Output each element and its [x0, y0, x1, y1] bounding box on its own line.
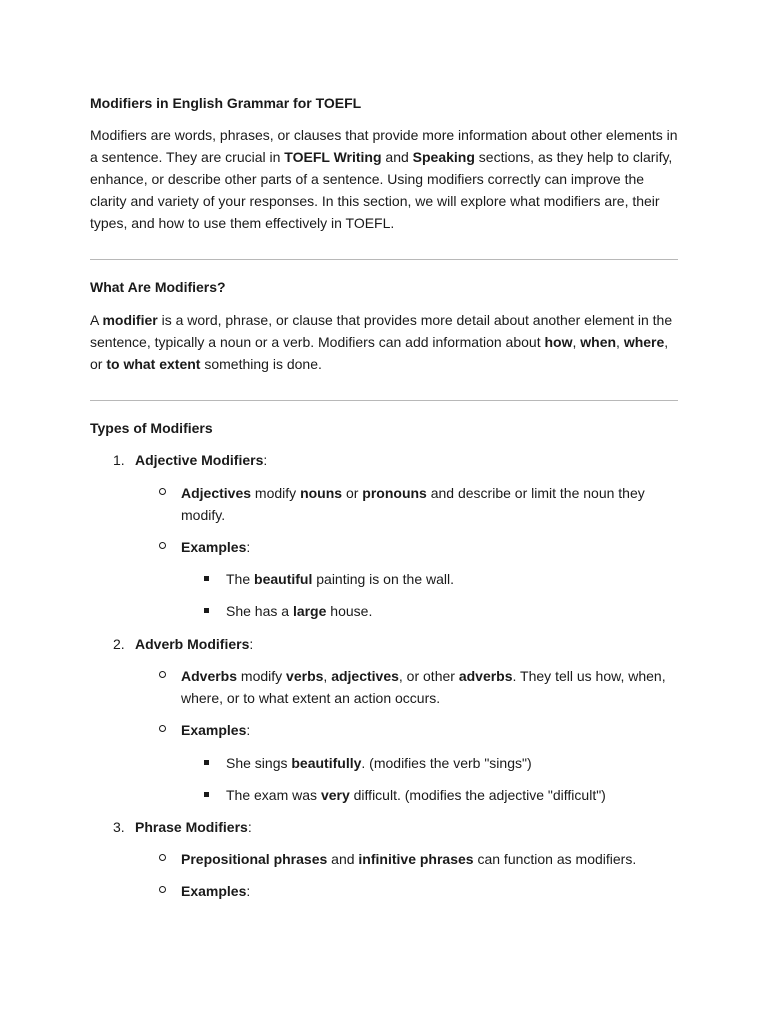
hollow-bullet-icon	[159, 542, 166, 549]
square-bullet-icon	[204, 792, 209, 797]
example-sentence: The beautiful painting is on the wall.	[226, 568, 454, 590]
section-divider	[90, 259, 678, 260]
hollow-bullet-icon	[159, 854, 166, 861]
list-item-description: Prepositional phrases and infinitive phrases can function as modifiers.	[181, 848, 636, 870]
list-number: 2.	[113, 636, 125, 652]
list-item-adjective-modifiers: 1. Adjective Modifiers:	[135, 449, 267, 471]
hollow-bullet-icon	[159, 488, 166, 495]
example-sentence: The exam was very difficult. (modifies the adjective "difficult")	[226, 784, 606, 806]
square-bullet-icon	[204, 608, 209, 613]
list-item-description: Adverbs modify verbs, adjectives, or other adverbs. They tell us how, when, where, or to what extent an action occurs.	[181, 665, 681, 709]
examples-label: Examples:	[181, 880, 250, 902]
definition-paragraph: A modifier is a word, phrase, or clause that provides more detail about another element in the sentence, typically a noun or a verb. Modifiers can add information about how, when, where, or to what extent something is done.	[90, 312, 673, 372]
hollow-bullet-icon	[159, 671, 166, 678]
list-item-adverb-modifiers: 2. Adverb Modifiers:	[135, 633, 253, 655]
example-sentence: She sings beautifully. (modifies the verb "sings")	[226, 752, 532, 774]
list-number: 1.	[113, 452, 125, 468]
square-bullet-icon	[204, 760, 209, 765]
hollow-bullet-icon	[159, 725, 166, 732]
section-divider	[90, 400, 678, 401]
list-number: 3.	[113, 819, 125, 835]
list-item-description: Adjectives modify nouns or pronouns and describe or limit the noun they modify.	[181, 482, 681, 526]
examples-label: Examples:	[181, 719, 250, 741]
section-heading-what-are-modifiers: What Are Modifiers?	[90, 279, 226, 295]
list-item-phrase-modifiers: 3. Phrase Modifiers:	[135, 816, 252, 838]
intro-paragraph: Modifiers are words, phrases, or clauses that provide more information about other elements in a sentence. They are crucial in TOEFL Writing and Speaking sections, as they help to clarify, enhance, or describe other parts of a sentence. Using modifiers correctly can improve the clarity and variety of your responses. In this section, we will explore what modifiers are, their types, and how to use them effectively in TOEFL.	[90, 127, 678, 231]
example-sentence: She has a large house.	[226, 600, 372, 622]
square-bullet-icon	[204, 576, 209, 581]
examples-label: Examples:	[181, 536, 250, 558]
page-title: Modifiers in English Grammar for TOEFL	[90, 95, 362, 111]
hollow-bullet-icon	[159, 886, 166, 893]
section-heading-types-of-modifiers: Types of Modifiers	[90, 420, 213, 436]
